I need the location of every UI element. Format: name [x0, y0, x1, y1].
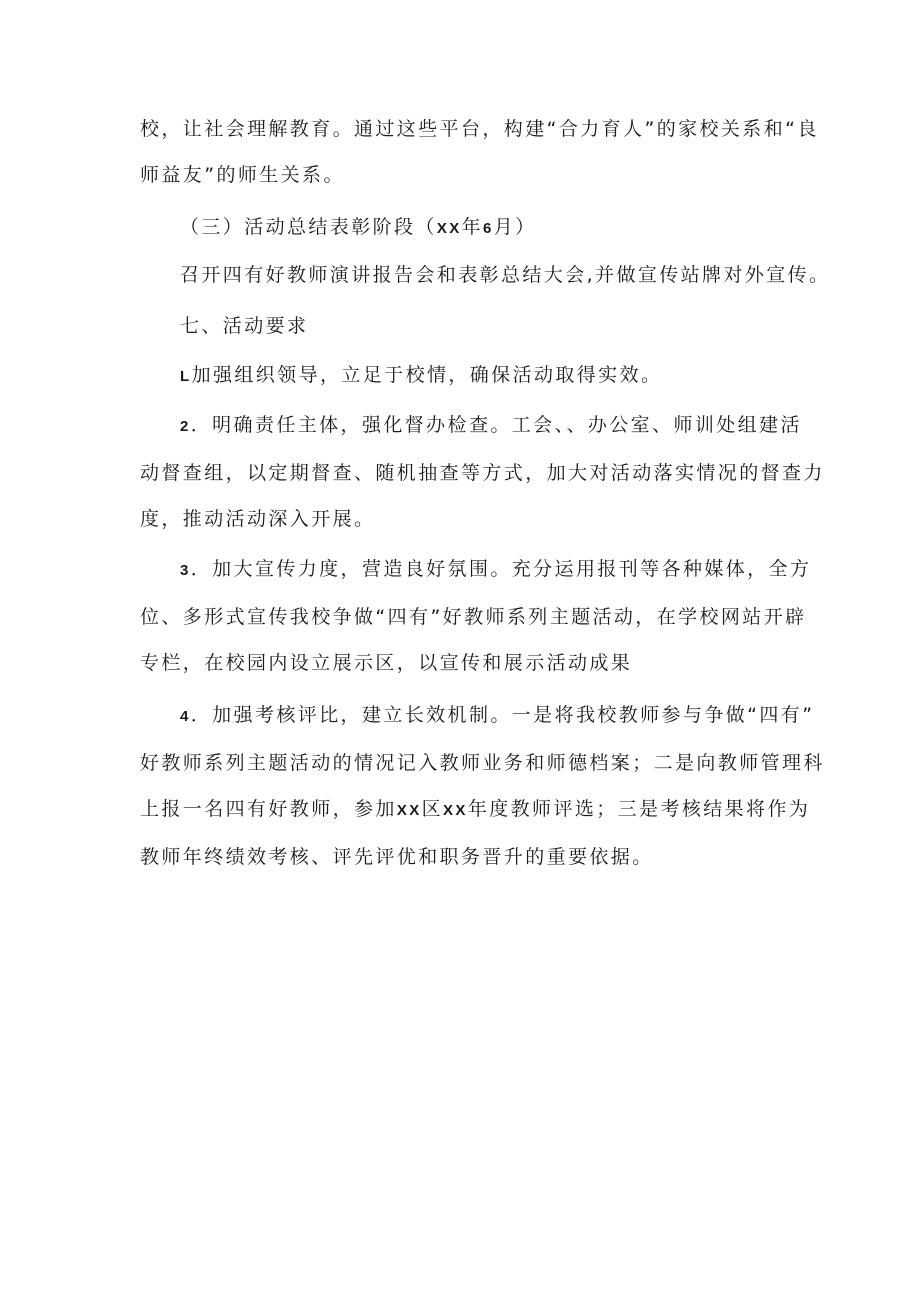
list-text: 上报一名四有好教师，参加 [140, 798, 397, 820]
text-line [140, 352, 790, 400]
text-line [140, 546, 812, 594]
text-line: 校，让社会理解教育。通过这些平台，构建“合力育人”的家校关系和“良 [140, 118, 819, 140]
year-placeholder: XX [443, 802, 468, 819]
text-line: 师益友”的师生关系。 [140, 164, 345, 186]
list-text: 年度教师评选；三是考核结果将作为 [467, 798, 811, 820]
text-line: 召开四有好教师演讲报告会和表彰总结大会,并做宣传站牌对外宣传。 [180, 264, 831, 286]
list-number: 4 [180, 708, 191, 725]
district-placeholder: XX [396, 802, 422, 819]
paragraph-platforms [140, 106, 819, 198]
list-number: 3 [180, 562, 191, 579]
paragraph-summary-meeting [140, 252, 831, 298]
text-line [140, 786, 811, 834]
heading-text: （三）活动总结表彰阶段（ [180, 216, 437, 238]
text-line: 教师年终绩效考核、评先评优和职务晋升的重要依据。 [140, 846, 654, 868]
list-text: ．明确责任主体，强化督办检查。工会、、办公室、师训处组建活 [190, 414, 802, 436]
list-text: ．加强考核评比，建立长效机制。一是将我校教师参与争做“四有” [190, 704, 815, 726]
heading-text: 年 [461, 216, 484, 238]
section-heading-requirements [140, 303, 790, 349]
list-text: ．加大宣传力度，营造良好氛围。充分运用报刊等各种媒体，全方 [190, 558, 812, 580]
list-number: 2 [180, 418, 191, 435]
year-placeholder: XX [436, 220, 462, 237]
text-line: 度，推动活动深入开展。 [140, 508, 376, 530]
list-item-1 [140, 352, 790, 400]
list-text: 区 [421, 798, 444, 820]
text-line: 七、活动要求 [180, 315, 309, 337]
text-line [140, 402, 802, 450]
list-text: 加强组织领导，立足于校情，确保活动取得实效。 [191, 364, 663, 386]
text-line: 好教师系列主题活动的情况记入教师业务和师德档案；二是向教师管理科 [140, 752, 825, 774]
text-line: 位、多形式宣传我校争做“四有”好教师系列主题活动，在学校网站开辟 [140, 606, 807, 628]
month-number: 6 [483, 220, 494, 237]
list-item-2 [140, 402, 825, 542]
list-item-3 [140, 546, 812, 686]
text-line [140, 204, 790, 252]
section-heading-stage-three [140, 204, 790, 252]
list-item-4 [140, 692, 825, 880]
text-line: 动督查组，以定期督查、随机抽查等方式，加大对活动落实情况的督查力 [140, 462, 825, 484]
list-number: L [180, 368, 192, 385]
heading-text: 月） [493, 216, 537, 238]
text-line: 专栏，在校园内设立展示区，以宣传和展示活动成果 [140, 652, 633, 674]
text-line [140, 692, 815, 740]
